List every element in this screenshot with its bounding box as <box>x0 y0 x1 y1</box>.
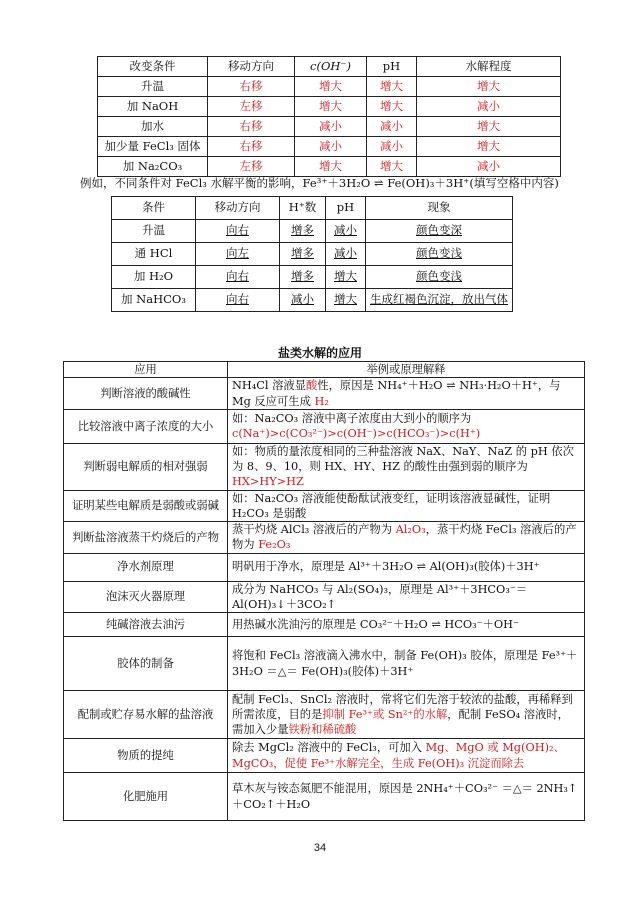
cell: 加水 <box>98 117 208 137</box>
explanation-cell: 明矾用于净水，原理是 Al³⁺＋3H₂O ⇌ Al(OH)₃(胶体)＋3H⁺ <box>228 553 585 581</box>
cell: 升温 <box>98 77 208 97</box>
explanation-cell <box>228 691 585 739</box>
text: 蒸干灼烧 AlCl₃ 溶液后的产物为 <box>232 523 396 536</box>
cell: 生成红褐色沉淀，放出气体 <box>366 289 513 312</box>
application-cell: 证明某些电解质是弱酸或弱碱 <box>64 490 228 522</box>
cell: 减小 <box>295 117 367 137</box>
example-sentence: 例如，不同条件对 FeCl₃ 水解平衡的影响，Fe³⁺＋3H₂O ⇌ Fe(OH)₃＋3H⁺(填写空格中内容) <box>80 176 559 190</box>
cell: 增大 <box>326 266 366 289</box>
header-cell: pH <box>326 197 366 220</box>
cell: 减小 <box>417 157 561 177</box>
cell: 颜色变浅 <box>366 266 513 289</box>
header-cell: pH <box>367 57 417 77</box>
cell: 减小 <box>326 220 366 243</box>
cell: 增多 <box>280 220 326 243</box>
cell: 颜色变浅 <box>366 243 513 266</box>
cell: 加 Na₂CO₃ <box>98 157 208 177</box>
explanation-cell: 将饱和 FeCl₃ 溶液滴入沸水中，制备 Fe(OH)₃ 胶体，原理是 Fe³⁺＋ 3H₂O ＝△＝ Fe(OH)₃(胶体)＋3H⁺ <box>228 637 585 691</box>
cell: 增大 <box>417 77 561 97</box>
text: 除去 MgCl₂ 溶液中的 FeCl₃，可加入 <box>232 741 426 755</box>
cell: 向右 <box>196 266 280 289</box>
text: 性，原因是 NH₄⁺＋H₂O ⇌ NH₃·H₂O＋H⁺，与 Mg 反应可生成 <box>232 379 561 408</box>
cell: 增大 <box>367 77 417 97</box>
text: 如：物质的量浓度相同的三种盐溶液 NaX、NaY、NaZ 的 pH 依次为 8、9、10，则 HX、HY、HZ 的酸性由强到弱的顺序为 <box>232 444 574 473</box>
table-row <box>64 378 585 410</box>
table-fecl3-conditions <box>111 196 513 312</box>
cell: 右移 <box>208 117 295 137</box>
cell: 通 HCl <box>112 243 196 266</box>
explanation-cell <box>228 378 585 410</box>
table-row <box>112 289 513 312</box>
explanation-cell: 如：Na₂CO₃ 溶液能使酚酞试液变红，证明该溶液显碱性，证明 H₂CO₃ 是弱酸 <box>228 490 585 522</box>
application-cell: 净水剂原理 <box>64 553 228 581</box>
header-cell: H⁺数 <box>280 197 326 220</box>
application-cell: 物质的提纯 <box>64 739 228 773</box>
header-cell: 移动方向 <box>196 197 280 220</box>
explanation-cell <box>228 522 585 554</box>
header-cell: 条件 <box>112 197 196 220</box>
answer-text: c(Na⁺)>c(CO₃²⁻)>c(OH⁻)>c(HCO₃⁻)>c(H⁺) <box>232 427 481 441</box>
cell: 加 H₂O <box>112 266 196 289</box>
table-salt-hydrolysis-applications <box>63 361 585 821</box>
text: ，配制 FeSO₄ 溶液时，需加入少量 <box>232 707 569 737</box>
table-row <box>98 157 561 177</box>
text: 如：Na₂CO₃ 溶液中离子浓度由大到小的顺序为 <box>232 412 472 425</box>
cell: 增大 <box>326 289 366 312</box>
cell: 加少量 FeCl₃ 固体 <box>98 137 208 157</box>
table-row <box>64 490 585 522</box>
cell: 增大 <box>417 117 561 137</box>
table-row <box>98 137 561 157</box>
table-row <box>98 77 561 97</box>
explanation-cell: 成分为 NaHCO₃ 与 Al₂(SO₄)₃，原理是 Al³⁺＋3HCO₃⁻＝Al(OH)₃↓＋3CO₂↑ <box>228 581 585 613</box>
cell: 右移 <box>208 137 295 157</box>
cell: 增大 <box>417 137 561 157</box>
header-cell: 水解程度 <box>417 57 561 77</box>
cell: 减小 <box>417 97 561 117</box>
section-title: 盐类水解的应用 <box>277 346 362 360</box>
cell: 增大 <box>295 77 367 97</box>
cell: 减小 <box>367 117 417 137</box>
table-header-row <box>112 197 513 220</box>
answer-text: 抑制 Fe³⁺或 Sn²⁺的水解 <box>322 707 448 721</box>
explanation-cell <box>228 739 585 773</box>
cell: 增大 <box>295 97 367 117</box>
text: 配制 FeCl₃、SnCl₂ 溶液时，常将它们先溶于较浓的盐酸，再稀释到所需浓度，目的是 <box>232 692 573 721</box>
cell: 减小 <box>295 137 367 157</box>
header-cell: 应用 <box>64 362 228 378</box>
answer-text: 铁粉和稀硫酸 <box>288 723 357 737</box>
application-cell: 泡沫灭火器原理 <box>64 581 228 613</box>
cell: 增大 <box>295 157 367 177</box>
table-hydrolysis-conditions <box>97 56 561 177</box>
cell: 增多 <box>280 243 326 266</box>
explanation-cell: 草木灰与铵态氮肥不能混用，原因是 2NH₄⁺＋CO₃²⁻ ＝△＝ 2NH₃↑＋CO₂↑＋H₂O <box>228 773 585 821</box>
application-cell: 配制或贮存易水解的盐溶液 <box>64 691 228 739</box>
answer-text: Mg、MgO 或 Mg(OH)₂、MgCO₃，促使 Fe³⁺水解完全，生成 Fe(OH)₃ 沉淀而除去 <box>232 741 565 770</box>
answer-text: 酸 <box>306 379 318 393</box>
application-cell: 胶体的制备 <box>64 637 228 691</box>
table-row <box>112 243 513 266</box>
header-cell: 移动方向 <box>208 57 295 77</box>
table-row <box>98 117 561 137</box>
cell: 减小 <box>326 243 366 266</box>
table-row <box>64 581 585 613</box>
cell: 减小 <box>367 137 417 157</box>
cell: 加 NaHCO₃ <box>112 289 196 312</box>
table-row <box>64 773 585 821</box>
table-header-row <box>98 57 561 77</box>
page-number: 34 <box>313 842 327 854</box>
table-row <box>64 443 585 490</box>
cell: 向右 <box>196 289 280 312</box>
text: NH₄Cl 溶液显 <box>232 379 307 393</box>
cell: 增大 <box>367 157 417 177</box>
header-cell: 举例或原理解释 <box>228 362 585 378</box>
explanation-cell <box>228 409 585 443</box>
table-row <box>64 409 585 443</box>
cell: 向右 <box>196 220 280 243</box>
explanation-cell <box>228 443 585 490</box>
table-row <box>112 266 513 289</box>
application-cell: 纯碱溶液去油污 <box>64 613 228 637</box>
answer-text: H₂ <box>314 394 329 408</box>
cell: 增多 <box>280 266 326 289</box>
table-row <box>64 613 585 637</box>
table-row <box>64 522 585 554</box>
text: ，蒸干灼烧 FeCl₃ 溶液后的产物为 <box>232 523 577 552</box>
cell: 加 NaOH <box>98 97 208 117</box>
application-cell: 化肥施用 <box>64 773 228 821</box>
table-header-row <box>64 362 585 378</box>
cell: 向左 <box>196 243 280 266</box>
answer-text: HX>HY>HZ <box>232 475 304 489</box>
cell: 升温 <box>112 220 196 243</box>
cell: 左移 <box>208 97 295 117</box>
table-row <box>112 220 513 243</box>
answer-text: Fe₂O₃ <box>258 538 291 552</box>
cell: 颜色变深 <box>366 220 513 243</box>
answer-text: Al₂O₃ <box>395 523 426 536</box>
application-cell: 比较溶液中离子浓度的大小 <box>64 409 228 443</box>
table-row <box>64 553 585 581</box>
cell: 增大 <box>367 97 417 117</box>
table-row <box>64 637 585 691</box>
application-cell: 判断盐溶液蒸干灼烧后的产物 <box>64 522 228 554</box>
header-cell: 现象 <box>366 197 513 220</box>
cell: 右移 <box>208 77 295 97</box>
header-cell: c(OH⁻) <box>295 57 367 77</box>
table-row <box>64 691 585 739</box>
application-cell: 判断溶液的酸碱性 <box>64 378 228 410</box>
table-row <box>64 739 585 773</box>
application-cell: 判断弱电解质的相对强弱 <box>64 443 228 490</box>
cell: 左移 <box>208 157 295 177</box>
cell: 减小 <box>280 289 326 312</box>
table-row <box>98 97 561 117</box>
explanation-cell: 用热碱水洗油污的原理是 CO₃²⁻＋H₂O ⇌ HCO₃⁻＋OH⁻ <box>228 613 585 637</box>
header-cell: 改变条件 <box>98 57 208 77</box>
